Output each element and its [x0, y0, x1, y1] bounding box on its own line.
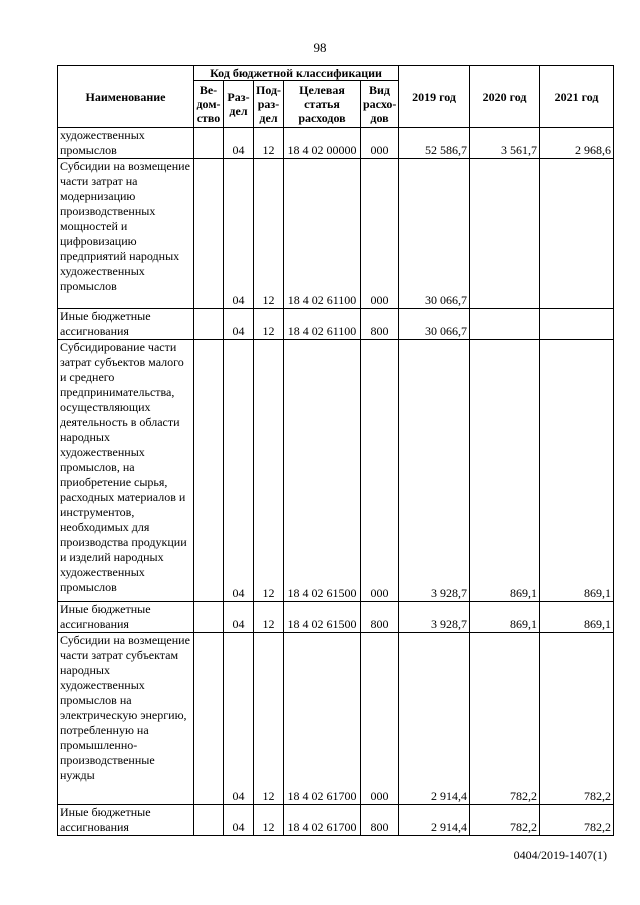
row-podrazdel: 12 — [254, 805, 284, 836]
row-name: Иные бюджетные ассигнования — [58, 309, 194, 340]
row-2019: 2 914,4 — [399, 633, 470, 805]
row-vedomstvo — [194, 805, 224, 836]
row-2019: 30 066,7 — [399, 309, 470, 340]
row-vid-raskhodov: 000 — [361, 340, 399, 602]
row-2021 — [540, 159, 614, 309]
row-2021: 782,2 — [540, 633, 614, 805]
row-2019: 3 928,7 — [399, 602, 470, 633]
row-podrazdel: 12 — [254, 159, 284, 309]
row-tselevaya-statya: 18 4 02 61500 — [284, 602, 361, 633]
row-vid-raskhodov: 800 — [361, 602, 399, 633]
row-vid-raskhodov: 800 — [361, 805, 399, 836]
table-row — [58, 633, 614, 805]
row-name: Иные бюджетные ассигнования — [58, 805, 194, 836]
row-razdel: 04 — [224, 805, 254, 836]
header-classification-code: Код бюджетной классификации — [194, 66, 399, 81]
row-vid-raskhodov: 000 — [361, 128, 399, 159]
row-razdel: 04 — [224, 602, 254, 633]
row-2019: 30 066,7 — [399, 159, 470, 309]
table-row — [58, 159, 614, 309]
row-podrazdel: 12 — [254, 602, 284, 633]
row-2020: 869,1 — [470, 602, 540, 633]
row-tselevaya-statya: 18 4 02 61700 — [284, 633, 361, 805]
table-row — [58, 128, 614, 159]
row-name: художественных промыслов — [58, 128, 194, 159]
row-vedomstvo — [194, 159, 224, 309]
row-2019: 3 928,7 — [399, 340, 470, 602]
row-name: Субсидирование части затрат субъектов малого и среднего предпринимательства, осуществляющих деятельность в области народных художественных промыслов, на приобретение сырья, расходных материалов и инструментов, необходимых для производства продукции и изделий народных художественных промыслов — [58, 340, 194, 602]
row-tselevaya-statya: 18 4 02 00000 — [284, 128, 361, 159]
row-razdel: 04 — [224, 309, 254, 340]
header-2019: 2019 год — [399, 66, 470, 128]
row-razdel: 04 — [224, 633, 254, 805]
row-2020: 782,2 — [470, 805, 540, 836]
header-podrazdel: Под- раз- дел — [254, 81, 284, 128]
row-2020: 782,2 — [470, 633, 540, 805]
row-razdel: 04 — [224, 159, 254, 309]
table-row — [58, 602, 614, 633]
row-tselevaya-statya: 18 4 02 61100 — [284, 159, 361, 309]
header-2020: 2020 год — [470, 66, 540, 128]
row-razdel: 04 — [224, 340, 254, 602]
row-podrazdel: 12 — [254, 128, 284, 159]
header-name: Наименование — [58, 66, 194, 128]
row-2019: 52 586,7 — [399, 128, 470, 159]
page-number: 98 — [313, 40, 327, 55]
header-2021: 2021 год — [540, 66, 614, 128]
header-row-top — [58, 66, 614, 81]
row-2021 — [540, 309, 614, 340]
budget-table — [57, 65, 614, 836]
row-vid-raskhodov: 800 — [361, 309, 399, 340]
row-2021: 782,2 — [540, 805, 614, 836]
row-razdel: 04 — [224, 128, 254, 159]
table-row — [58, 340, 614, 602]
row-vedomstvo — [194, 602, 224, 633]
header-razdel: Раз- дел — [224, 81, 254, 128]
row-podrazdel: 12 — [254, 633, 284, 805]
row-podrazdel: 12 — [254, 340, 284, 602]
row-name: Иные бюджетные ассигнования — [58, 602, 194, 633]
row-name: Субсидии на возмещение части затрат на модернизацию производственных мощностей и цифровизацию предприятий народных художественных промыслов — [58, 159, 194, 309]
row-vid-raskhodov: 000 — [361, 159, 399, 309]
header-vid-raskhodov: Вид расхо- дов — [361, 81, 399, 128]
row-vedomstvo — [194, 128, 224, 159]
row-tselevaya-statya: 18 4 02 61700 — [284, 805, 361, 836]
header-vedomstvo: Ве- дом- ство — [194, 81, 224, 128]
row-2020: 3 561,7 — [470, 128, 540, 159]
row-2021: 869,1 — [540, 602, 614, 633]
row-name: Субсидии на возмещение части затрат субъектам народных художественных промыслов на электрическую энергию, потребленную на промышленно-производственные нужды — [58, 633, 194, 805]
row-tselevaya-statya: 18 4 02 61100 — [284, 309, 361, 340]
row-vedomstvo — [194, 309, 224, 340]
row-2021: 2 968,6 — [540, 128, 614, 159]
row-2020: 869,1 — [470, 340, 540, 602]
row-vedomstvo — [194, 340, 224, 602]
row-2020 — [470, 159, 540, 309]
table-row — [58, 309, 614, 340]
row-2021: 869,1 — [540, 340, 614, 602]
row-vid-raskhodov: 000 — [361, 633, 399, 805]
header-tselevaya-statya: Целевая статья расходов — [284, 81, 361, 128]
row-vedomstvo — [194, 633, 224, 805]
row-2020 — [470, 309, 540, 340]
row-tselevaya-statya: 18 4 02 61500 — [284, 340, 361, 602]
row-2019: 2 914,4 — [399, 805, 470, 836]
table-row — [58, 805, 614, 836]
document-number: 0404/2019-1407(1) — [513, 848, 607, 862]
row-podrazdel: 12 — [254, 309, 284, 340]
